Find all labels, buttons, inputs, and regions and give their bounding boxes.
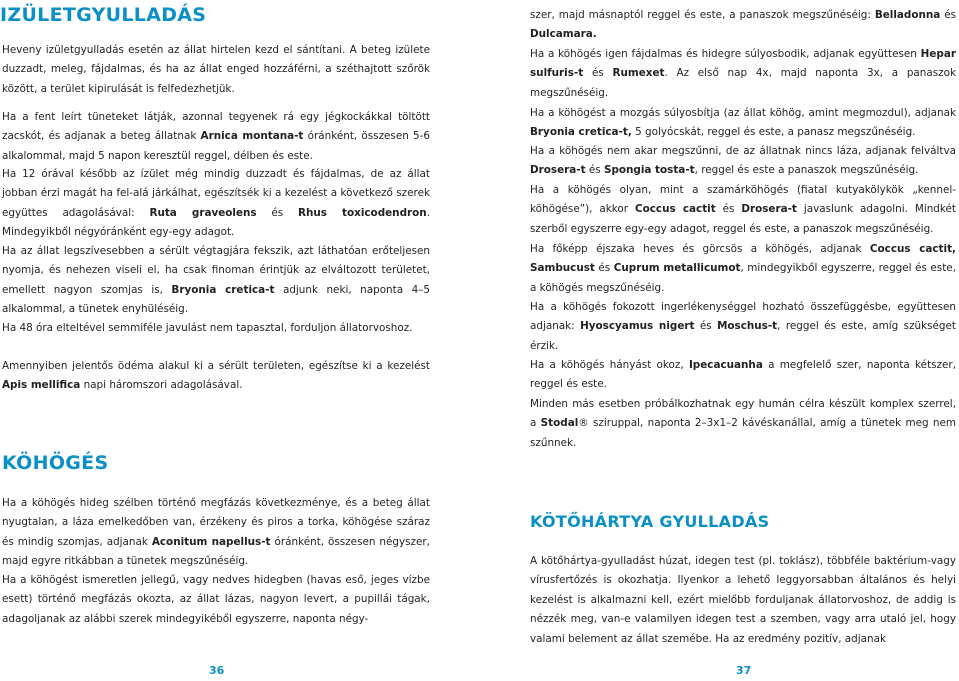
text-run: , reggel és este a panaszok megszűnéséig. (694, 164, 919, 177)
text-run: Amennyiben jelentős ödéma alakul ki a sérült területen, egészítse ki a kezelést (2, 360, 430, 372)
heading-izuletgyulladas: IZÜLETGYULLADÁS (0, 4, 207, 26)
remedy-name: Bryonia cretica-t, (530, 126, 632, 139)
text-run: és (256, 206, 298, 219)
text-run: és (594, 262, 614, 275)
text-run: . Az első nap 4x, majd naponta 3x, a panaszok megszűnéséig. (530, 67, 956, 99)
heading-kotohartya-gyulladas: KÖTŐHÁRTYA GYULLADÁS (530, 512, 770, 531)
remedy-name: Rhus toxicodendron (297, 206, 427, 219)
text-run: Ha a köhögést a mozgás súlyosbítja (az állat köhög, amint megmozdul), adjanak (530, 107, 956, 119)
paragraph-aconitum (2, 494, 430, 572)
paragraph-hyoscyamus-moschus (530, 298, 956, 356)
remedy-name: Spongia tosta-t (603, 164, 695, 177)
remedy-name: Ruta graveolens (149, 206, 257, 219)
text-run: adjunk neki, naponta 4–5 alkalommal, a tünetek enyhüléséig. (2, 283, 430, 316)
remedy-name: Hyoscyamus nigert (580, 320, 695, 333)
text-run: szer, majd másnaptól reggel és este, a panaszok megszűnéséig: (530, 9, 875, 21)
paragraph-belladonna-intro: Ha a köhögést ismeretlen jellegű, vagy nedves hidegben (havas eső, jeges vízbe esett) történő megfázás okozta, az állat lázas, nagyon levert, a pupillái tágak, adagoljanak az alábbi szerek mindegyikéből egyszerre, naponta négy- (2, 574, 430, 625)
remedy-name: Bryonia cretica-t (171, 283, 275, 296)
paragraph-arnica (2, 108, 430, 166)
paragraph-stodal (530, 395, 956, 453)
paragraph-allatorvos: Ha 48 óra elteltével semmiféle javulást nem tapasztal, forduljon állatorvoshoz. (2, 322, 413, 334)
remedy-name: Stodal (540, 417, 579, 430)
text-run: ® sziruppal, naponta 2–3x1–2 kávéskanállal, amíg a tünetek meg nem szűnnek. (530, 417, 956, 449)
text-run: Ha a köhögés olyan, mint a szamárköhögés (fiatal kutyakölykök „kennel-köhögése”), akkor (530, 184, 956, 216)
remedy-name: Drosera-t (741, 203, 797, 216)
text-run: és (583, 67, 613, 80)
text-run: Ha a köhögés nem akar megszűnni, de az állatnak nincs láza, adjanak felváltva (530, 145, 956, 157)
text-run: . Mindegyikből négyóránként egy-egy adagot. (2, 206, 430, 239)
text-run: 5 golyócskát, reggel és este, a panasz megszűnéséig. (631, 126, 916, 139)
text-run: óránként, összesen négyszer, majd egyre ritkábban a tünetek megszűnéséig. (2, 535, 430, 568)
paragraph-intro: Heveny izületgyulladás esetén az állat hirtelen kezd el sántítani. A beteg izülete duzzadt, meleg, fájdalmas, és ha az állat enged hozzáférni, a széthajtott szőrök között, a terület kipirulását is felfedezhetjük. (2, 44, 430, 95)
remedy-name: Coccus cactit, Sambucust (530, 243, 956, 275)
text-run: és (715, 203, 742, 216)
text-run: Ha a fent leírt tüneteket látják, azonnal tegyenek rá egy jégkockákkal töltött zacskót, és adjanak a beteg állatnak (2, 111, 430, 143)
text-run: Ha az állat legszívesebben a sérült végtagjára fekszik, azt láthatóan erőteljesen nyomja, és nehezen viseli el, ha csak finoman érintjük az elváltozott területet, emellett nagyon szomjas is, (2, 245, 430, 296)
text-run: Ha a köhögés hányást okoz, (530, 359, 689, 371)
remedy-name: Aconitum napellus-t (151, 535, 271, 548)
paragraph-coccus-drosera (530, 181, 956, 239)
heading-kohoges: KÖHÖGÉS (2, 452, 109, 474)
text-run: , reggel és este, amíg szükséget érzik. (530, 320, 956, 352)
page-number-left: 36 (209, 664, 225, 677)
text-run: Ha 12 órával később az ízület még mindig duzzadt és fájdalmas, de az állat jobban érzi magát ha fel-alá járkálhat, egészítsék ki a kezelést a következő szerek együttes adagolásával: (2, 168, 430, 219)
paragraph-kotohartya: A kötőhártya-gyulladást húzat, idegen test (pl. toklász), többféle baktérium-vagy vírusfertőzés is okozhatja. Ilyenkor a lehető leggyorsabban általános és helyi kezelést is alkalmazni kell, ezért mielőbb forduljanak állatorvoshoz, de addig is nézzék meg, van-e valamilyen idegen test a szemben, vagy arra utaló jel, hogy valami belement az állat szemébe. Ha az eredmény pozitív, adjanak (530, 555, 956, 645)
remedy-name: Coccus cactit (634, 203, 716, 216)
text-run: javaslunk adagolni. Mindkét szerből egyszerre egy-egy adagot, reggel és este, a panaszok megszűnéséig. (530, 203, 957, 235)
remedy-name: Belladonna (874, 9, 941, 21)
remedy-name: Arnica montana-t (200, 130, 304, 143)
paragraph-sambucus-cuprum (530, 240, 956, 298)
remedy-name: Ipecacuanha (688, 359, 763, 371)
text-run: Ha a köhögés hideg szélben történő megfázás következménye, és a beteg állat nyugtalan, a láza emelkedőben van, érzékeny és piros a torka, köhögése száraz és mindig szomjas, adjanak (2, 497, 430, 548)
remedy-name: Rumexet (612, 67, 665, 80)
text-run: és (694, 320, 718, 333)
paragraph-hepar-rumex (530, 45, 956, 103)
paragraph-ipecacuanha (530, 356, 956, 395)
remedy-name: Drosera-t (530, 164, 586, 177)
page-number-right: 37 (736, 664, 752, 677)
remedy-name: Moschus-t (717, 320, 778, 333)
text-run: és (940, 9, 957, 21)
paragraph-bryonia (2, 242, 430, 320)
text-run: Ha a köhögés fokozott ingerlékenységgel hozható összefüggésbe, együttesen adjanak: (530, 301, 956, 333)
text-run: Ha főképp éjszaka heves és görcsös a köhögés, adjanak (530, 243, 870, 255)
text-run: és (585, 164, 604, 177)
text-run: a megfelelő szer, naponta kétszer, reggel és este. (530, 359, 956, 391)
paragraph-ruta-rhus (2, 165, 430, 243)
paragraph-apis (2, 357, 430, 396)
text-run: napi háromszori adagolásával. (80, 379, 243, 392)
paragraph-drosera-spongia (530, 142, 956, 181)
text-run: Minden más esetben próbálkozhatnak egy humán célra készült komplex szerrel, a (530, 398, 956, 430)
remedy-name: Dulcamara. (530, 28, 597, 41)
remedy-name: Cuprum metallicumot (613, 262, 741, 275)
text-run: óránként, összesen 5-6 alkalommal, majd 5 napon keresztül reggel, délben és este. (2, 130, 431, 162)
paragraph-belladonna-dulcamara (530, 6, 956, 45)
text-run: Ha a köhögés igen fájdalmas és hidegre súlyosbodik, adjanak együttesen (530, 48, 921, 60)
remedy-name: Apis mellifica (2, 379, 81, 392)
remedy-name: Hepar sulfuris-t (530, 48, 956, 80)
text-run: , mindegyikből egyszerre, reggel és este, a köhögés megszűnéséig. (530, 262, 956, 294)
paragraph-bryonia-right (530, 104, 956, 143)
